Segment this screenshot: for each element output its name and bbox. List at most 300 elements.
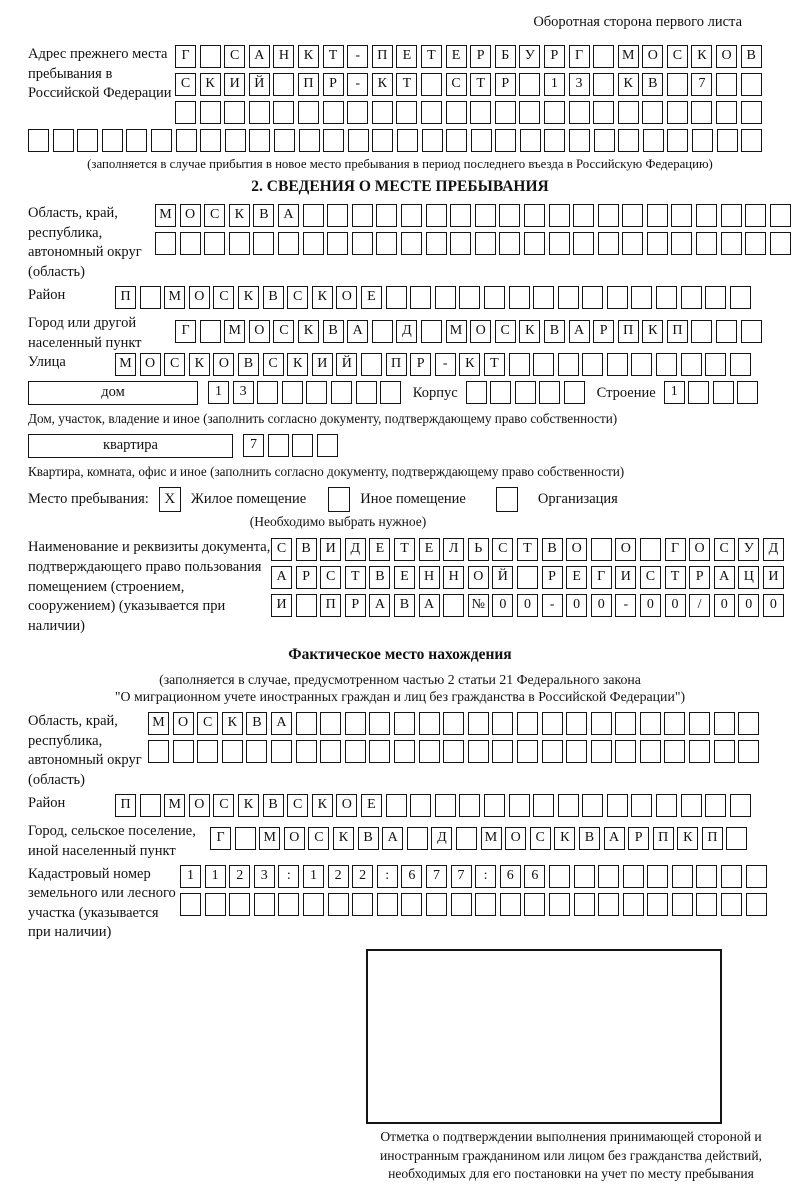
char-cell — [271, 740, 292, 763]
char-cell: О — [566, 538, 587, 561]
char-cell — [249, 101, 270, 124]
char-cell — [380, 381, 401, 404]
char-cell — [745, 204, 766, 227]
char-cell — [607, 286, 628, 309]
char-row — [243, 434, 341, 457]
char-cell: В — [263, 794, 284, 817]
kvartira-block — [28, 434, 772, 462]
char-cell: К — [200, 73, 221, 96]
char-cell: Р — [689, 566, 710, 589]
kvartira-box: квартира — [28, 434, 233, 458]
char-cell — [180, 232, 201, 255]
char-cell — [582, 794, 603, 817]
char-cell: 7 — [451, 865, 472, 888]
char-cell — [197, 740, 218, 763]
char-cell: 7 — [426, 865, 447, 888]
char-cell: О — [505, 827, 526, 850]
char-cell — [257, 381, 278, 404]
char-cell — [705, 353, 726, 376]
doc-block — [28, 538, 779, 636]
char-cell — [509, 353, 530, 376]
char-cell: О — [180, 204, 201, 227]
char-cell — [721, 232, 742, 255]
char-cell — [459, 794, 480, 817]
char-cell — [347, 101, 368, 124]
char-cell — [738, 740, 759, 763]
char-cell — [716, 101, 737, 124]
char-cell: А — [604, 827, 625, 850]
char-cell — [331, 381, 352, 404]
char-cell: В — [369, 566, 390, 589]
char-cell: Т — [345, 566, 366, 589]
char-cell — [738, 712, 759, 735]
char-cell: П — [702, 827, 723, 850]
char-cell — [681, 353, 702, 376]
dom-block — [28, 381, 772, 409]
char-cell: 0 — [517, 594, 538, 617]
char-cell: О — [284, 827, 305, 850]
char-row — [115, 794, 754, 817]
char-cell — [200, 101, 221, 124]
char-cell: Е — [361, 286, 382, 309]
char-cell — [618, 129, 639, 152]
char-cell: П — [115, 794, 136, 817]
char-row — [175, 101, 765, 124]
char-cell — [509, 794, 530, 817]
char-cell — [741, 320, 762, 343]
char-cell: К — [189, 353, 210, 376]
char-cell — [200, 129, 221, 152]
char-cell — [450, 204, 471, 227]
char-cell — [500, 893, 521, 916]
char-cell — [517, 712, 538, 735]
char-cell — [140, 794, 161, 817]
char-cell — [484, 794, 505, 817]
char-cell — [306, 381, 327, 404]
char-cell — [647, 893, 668, 916]
char-cell — [549, 893, 570, 916]
char-cell — [151, 129, 172, 152]
char-cell: Е — [396, 45, 417, 68]
char-cell: 0 — [714, 594, 735, 617]
char-cell — [672, 865, 693, 888]
char-cell — [515, 381, 536, 404]
char-cell: Л — [443, 538, 464, 561]
char-cell: Г — [569, 45, 590, 68]
char-cell: О — [615, 538, 636, 561]
char-cell — [705, 794, 726, 817]
char-cell — [647, 204, 668, 227]
char-cell: К — [459, 353, 480, 376]
char-cell — [352, 204, 373, 227]
organizatsiya-label: Организация — [537, 491, 618, 508]
char-cell — [459, 286, 480, 309]
char-cell: Е — [566, 566, 587, 589]
char-cell — [544, 129, 565, 152]
char-cell: 6 — [524, 865, 545, 888]
char-cell — [394, 740, 415, 763]
prev-address-note: (заполняется в случае прибытия в новое место пребывания в период последнего въезда в Российскую Федерацию) — [87, 157, 713, 171]
char-cell — [640, 538, 661, 561]
char-row — [466, 381, 589, 404]
char-cell — [696, 232, 717, 255]
char-cell — [544, 101, 565, 124]
char-cell: Г — [175, 320, 196, 343]
char-cell — [253, 232, 274, 255]
char-cell: О — [249, 320, 270, 343]
char-cell — [517, 740, 538, 763]
char-cell — [688, 381, 709, 404]
char-cell — [622, 232, 643, 255]
char-cell — [369, 712, 390, 735]
char-cell — [200, 45, 221, 68]
char-cell: Д — [431, 827, 452, 850]
char-cell: М — [164, 794, 185, 817]
char-cell — [741, 73, 762, 96]
char-row — [148, 740, 763, 763]
char-cell — [524, 893, 545, 916]
char-cell — [615, 740, 636, 763]
char-cell: С — [164, 353, 185, 376]
char-cell: - — [347, 73, 368, 96]
char-cell — [361, 353, 382, 376]
char-cell — [664, 740, 685, 763]
char-cell: 0 — [566, 594, 587, 617]
stamp-caption: Отметка о подтверждении выполнения принимающей стороной и иностранным гражданином или лицом без гражданства действий, необходимых для его постановки на учет по месту пребывания — [380, 1128, 762, 1182]
page-header-note: Оборотная сторона первого листа — [533, 14, 742, 30]
char-cell: 1 — [180, 865, 201, 888]
char-cell — [618, 101, 639, 124]
char-cell — [426, 232, 447, 255]
char-cell: М — [618, 45, 639, 68]
char-cell: 2 — [229, 865, 250, 888]
char-cell: С — [204, 204, 225, 227]
char-cell: № — [468, 594, 489, 617]
char-cell — [490, 381, 511, 404]
char-cell: Е — [446, 45, 467, 68]
char-cell — [721, 893, 742, 916]
char-cell — [598, 232, 619, 255]
char-cell — [386, 286, 407, 309]
char-cell — [656, 794, 677, 817]
char-cell: Т — [394, 538, 415, 561]
char-cell: Т — [484, 353, 505, 376]
char-cell — [591, 740, 612, 763]
char-cell: Р — [470, 45, 491, 68]
char-cell — [327, 204, 348, 227]
char-cell: Н — [273, 45, 294, 68]
char-cell: В — [542, 538, 563, 561]
char-cell — [410, 286, 431, 309]
char-row — [271, 538, 787, 561]
char-cell — [564, 381, 585, 404]
char-cell — [721, 865, 742, 888]
char-cell: М — [481, 827, 502, 850]
char-cell — [175, 101, 196, 124]
char-cell — [317, 434, 338, 457]
char-cell: И — [271, 594, 292, 617]
char-cell — [672, 893, 693, 916]
char-cell: Т — [517, 538, 538, 561]
char-cell — [320, 712, 341, 735]
char-cell: Н — [443, 566, 464, 589]
char-cell — [28, 129, 49, 152]
char-cell: П — [372, 45, 393, 68]
char-cell: А — [369, 594, 390, 617]
char-cell: С — [213, 794, 234, 817]
char-cell — [696, 204, 717, 227]
char-cell: - — [435, 353, 456, 376]
char-cell — [470, 101, 491, 124]
char-cell — [574, 893, 595, 916]
fact-gorod-block — [28, 822, 772, 861]
char-cell — [443, 740, 464, 763]
char-cell: И — [763, 566, 784, 589]
char-cell: С — [224, 45, 245, 68]
char-cell: С — [667, 45, 688, 68]
char-cell — [495, 101, 516, 124]
inoe-checkbox — [328, 487, 350, 512]
char-cell: : — [475, 865, 496, 888]
char-cell — [410, 794, 431, 817]
char-cell — [246, 740, 267, 763]
raion-block — [28, 286, 772, 314]
char-cell — [102, 129, 123, 152]
char-row — [664, 381, 762, 404]
doc-label: Наименование и реквизиты документа, подтверждающего право пользования помещением (строением, сооружением) (указывается при наличии) — [28, 539, 271, 634]
char-cell: О — [336, 286, 357, 309]
char-cell — [642, 101, 663, 124]
char-cell — [443, 712, 464, 735]
char-cell: В — [246, 712, 267, 735]
char-cell: А — [714, 566, 735, 589]
char-cell — [569, 129, 590, 152]
char-cell — [730, 794, 751, 817]
char-row — [175, 320, 765, 343]
char-cell — [681, 794, 702, 817]
gorod-block — [28, 314, 772, 353]
char-cell — [274, 129, 295, 152]
char-cell — [667, 73, 688, 96]
char-cell: У — [519, 45, 540, 68]
char-cell — [356, 381, 377, 404]
char-cell — [204, 232, 225, 255]
char-cell — [446, 101, 467, 124]
char-cell: Р — [323, 73, 344, 96]
char-cell — [667, 129, 688, 152]
char-cell: Р — [544, 45, 565, 68]
char-cell: Т — [665, 566, 686, 589]
char-cell — [345, 740, 366, 763]
char-cell — [254, 893, 275, 916]
char-cell: 2 — [352, 865, 373, 888]
char-cell — [446, 129, 467, 152]
char-cell — [598, 893, 619, 916]
char-cell — [205, 893, 226, 916]
mesto-label: Место пребывания: — [28, 491, 149, 508]
char-cell — [468, 740, 489, 763]
char-cell — [394, 712, 415, 735]
char-cell: О — [470, 320, 491, 343]
char-cell: Ь — [468, 538, 489, 561]
fact-oblast-block — [28, 712, 772, 790]
char-cell — [328, 893, 349, 916]
char-cell: Т — [470, 73, 491, 96]
char-cell — [323, 101, 344, 124]
char-cell — [126, 129, 147, 152]
char-cell — [222, 740, 243, 763]
char-cell — [176, 129, 197, 152]
char-cell: М — [224, 320, 245, 343]
raion-label: Район — [28, 287, 66, 304]
char-cell: Й — [492, 566, 513, 589]
char-cell — [689, 740, 710, 763]
char-cell — [426, 893, 447, 916]
char-cell — [746, 865, 767, 888]
char-cell: С — [213, 286, 234, 309]
char-cell: 3 — [254, 865, 275, 888]
char-cell — [770, 232, 791, 255]
char-cell — [484, 286, 505, 309]
char-cell: 2 — [328, 865, 349, 888]
char-cell — [499, 232, 520, 255]
char-cell: П — [115, 286, 136, 309]
char-cell — [696, 865, 717, 888]
char-cell — [643, 129, 664, 152]
char-cell — [426, 204, 447, 227]
char-cell — [450, 232, 471, 255]
char-cell — [273, 101, 294, 124]
char-cell — [593, 101, 614, 124]
char-cell — [647, 232, 668, 255]
char-cell: В — [642, 73, 663, 96]
char-cell: М — [155, 204, 176, 227]
ulitsa-block — [28, 353, 772, 381]
char-cell: 6 — [401, 865, 422, 888]
char-cell — [323, 129, 344, 152]
char-cell: - — [347, 45, 368, 68]
fact-oblast-label: Область, край, республика, автономный округ (область) — [28, 713, 142, 788]
char-cell — [549, 232, 570, 255]
char-cell: О — [189, 794, 210, 817]
char-cell — [224, 101, 245, 124]
char-cell — [180, 893, 201, 916]
char-cell — [721, 204, 742, 227]
char-cell: В — [579, 827, 600, 850]
char-cell: С — [197, 712, 218, 735]
fact-note-2: "О миграционном учете иностранных граждан и лиц без гражданства в Российской Федерации") — [114, 689, 686, 705]
char-cell: М — [446, 320, 467, 343]
zhiloe-checkbox: X — [159, 487, 181, 512]
char-cell: Е — [369, 538, 390, 561]
char-cell: М — [164, 286, 185, 309]
char-cell — [714, 740, 735, 763]
char-cell: С — [271, 538, 292, 561]
char-cell — [667, 101, 688, 124]
char-cell — [235, 827, 256, 850]
char-cell — [671, 232, 692, 255]
char-cell — [647, 865, 668, 888]
char-cell — [148, 740, 169, 763]
char-cell: О — [140, 353, 161, 376]
char-cell — [566, 740, 587, 763]
char-cell — [376, 204, 397, 227]
organizatsiya-checkbox — [496, 487, 518, 512]
char-cell — [517, 566, 538, 589]
char-cell — [397, 129, 418, 152]
char-cell — [582, 353, 603, 376]
char-cell — [327, 232, 348, 255]
char-cell: А — [278, 204, 299, 227]
char-cell — [200, 320, 221, 343]
char-cell: 1 — [208, 381, 229, 404]
char-cell: К — [312, 794, 333, 817]
char-cell: К — [238, 794, 259, 817]
char-cell: С — [530, 827, 551, 850]
prev-address-label: Адрес прежнего места пребывания в Российской Федерации — [28, 46, 172, 102]
char-cell — [225, 129, 246, 152]
char-cell: / — [689, 594, 710, 617]
char-cell — [499, 204, 520, 227]
char-cell: В — [323, 320, 344, 343]
char-cell — [696, 893, 717, 916]
inoe-label: Иное помещение — [360, 491, 466, 508]
char-cell — [623, 893, 644, 916]
char-cell — [737, 381, 758, 404]
char-cell: К — [222, 712, 243, 735]
char-cell — [435, 794, 456, 817]
char-cell: П — [667, 320, 688, 343]
char-cell: 0 — [591, 594, 612, 617]
char-cell: 7 — [691, 73, 712, 96]
char-cell — [594, 129, 615, 152]
char-cell: 0 — [492, 594, 513, 617]
char-cell: М — [115, 353, 136, 376]
char-cell — [746, 893, 767, 916]
char-cell — [730, 286, 751, 309]
char-cell — [533, 794, 554, 817]
prev-address-block — [28, 45, 772, 124]
char-cell — [607, 353, 628, 376]
char-cell: К — [298, 45, 319, 68]
char-cell — [282, 381, 303, 404]
char-cell: К — [287, 353, 308, 376]
char-cell — [376, 232, 397, 255]
char-cell — [421, 320, 442, 343]
char-row — [210, 827, 751, 850]
char-cell — [53, 129, 74, 152]
dom-box: дом — [28, 381, 198, 405]
char-row — [208, 381, 405, 404]
char-cell: С — [320, 566, 341, 589]
char-cell: А — [419, 594, 440, 617]
char-cell: 0 — [738, 594, 759, 617]
char-cell — [705, 286, 726, 309]
char-cell: Р — [410, 353, 431, 376]
char-cell: С — [287, 794, 308, 817]
char-cell — [622, 204, 643, 227]
char-cell — [509, 286, 530, 309]
char-cell: К — [519, 320, 540, 343]
char-cell: С — [446, 73, 467, 96]
char-cell: К — [372, 73, 393, 96]
kadastr-label: Кадастровый номер земельного или лесного участка (указывается при наличии) — [28, 865, 176, 941]
char-cell: Е — [361, 794, 382, 817]
char-cell: В — [253, 204, 274, 227]
char-cell — [770, 204, 791, 227]
char-cell — [77, 129, 98, 152]
char-cell — [533, 286, 554, 309]
